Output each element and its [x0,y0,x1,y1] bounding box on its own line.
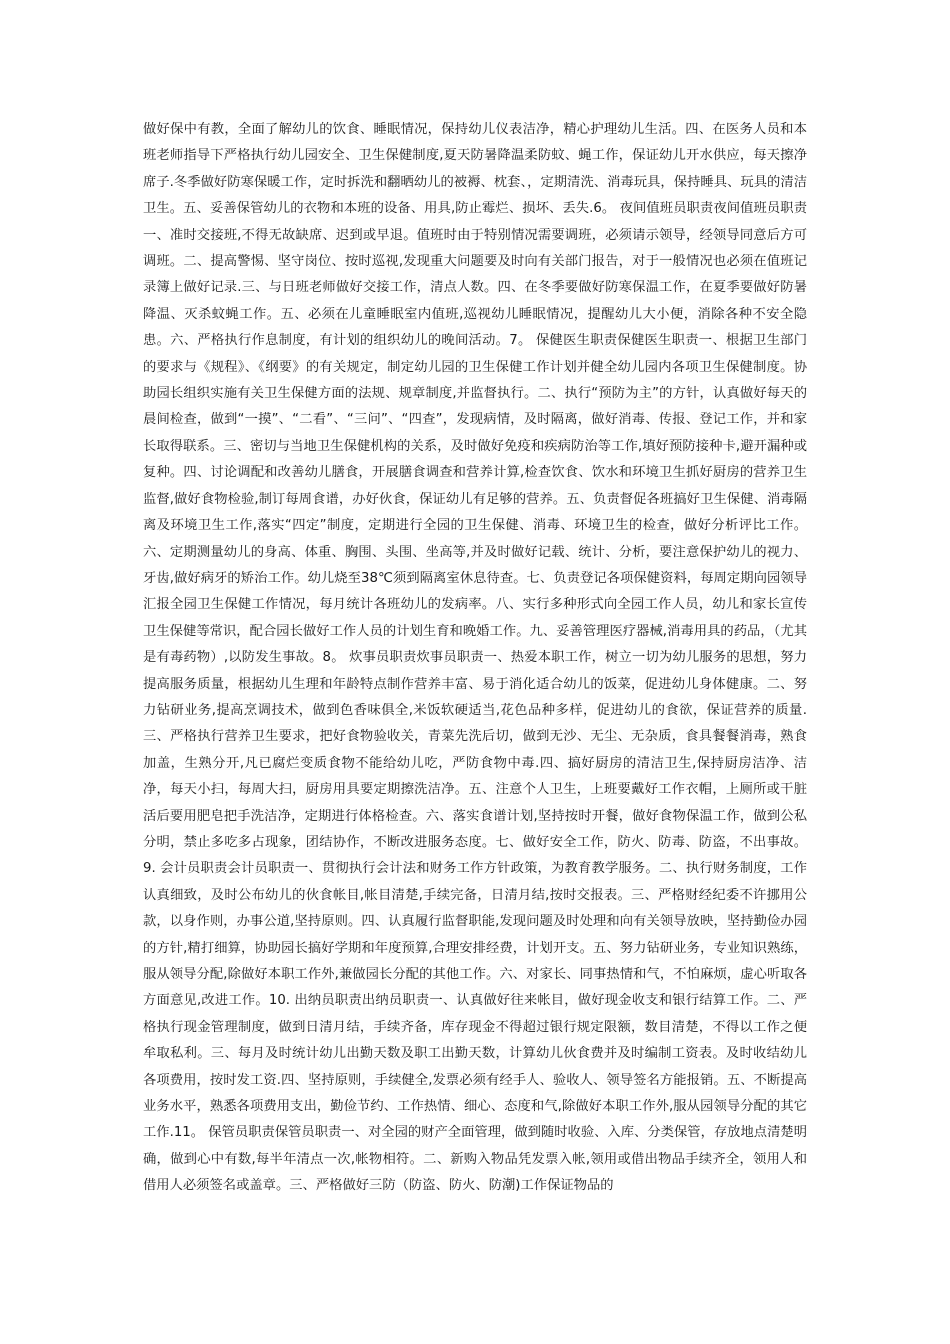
document-page [143,117,807,1200]
body-paragraph: 做好保中有教，全面了解幼儿的饮食、睡眠情况，保持幼儿仪表洁净，精心护理幼儿生活。四、在医务人员和本班老师指导下严格执行幼儿园安全、卫生保健制度,夏天防暑降温柔防蚊、蝇工作，保证幼儿开水供应，每天擦净席子.冬季做好防寒保暖工作，定时拆洗和翻晒幼儿的被褥、枕套、，定期清洗、消毒玩具，保持睡具、玩具的清洁卫生。五、妥善保管幼儿的衣物和本班的设备、用具,防止霉烂、损坏、丢失.6。 夜间值班员职责夜间值班员职责一、准时交接班,不得无故缺席、迟到或早退。值班时由于特别情况需要调班，必须请示领导，经领导同意后方可调班。二、提高警惕、坚守岗位、按时巡视,发现重大问题要及时向有关部门报告，对于一般情况也必须在值班记录簿上做好记录.三、与日班老师做好交接工作，清点人数。四、在冬季要做好防寒保温工作，在夏季要做好防暑降温、灭杀蚊蝇工作。五、必须在儿童睡眠室内值班,巡视幼儿睡眠情况，提醒幼儿大小便，消除各种不安全隐患。六、严格执行作息制度，有计划的组织幼儿的晚间活动。7。 保健医生职责保健医生职责一、根据卫生部门的要求与《规程》、《纲要》的有关规定，制定幼儿园的卫生保健工作计划并健全幼儿园内各项卫生保健制度。协助园长组织实施有关卫生保健方面的法规、规章制度,并监督执行。二、执行“预防为主”的方针，认真做好每天的晨间检查，做到“一摸”、“二看”、“三问”、“四查”，发现病情，及时隔离，做好消毒、传报、登记工作，并和家长取得联系。三、密切与当地卫生保健机构的关系，及时做好免疫和疾病防治等工作,填好预防接种卡,避开漏种或复种。四、讨论调配和改善幼儿膳食，开展膳食调查和营养计算,检查饮食、饮水和环境卫生抓好厨房的营养卫生监督,做好食物检验,制订每周食谱，办好伙食，保证幼儿有足够的营养。五、负责督促各班搞好卫生保健、消毒隔离及环境卫生工作,落实“四定”制度，定期进行全园的卫生保健、消毒、环境卫生的检查，做好分析评比工作。六、定期测量幼儿的身高、体重、胸围、头围、坐高等,并及时做好记载、统计、分析，要注意保护幼儿的视力、牙齿,做好病牙的矫治工作。幼儿烧至38℃须到隔离室休息待查。七、负责登记各项保健资料，每周定期向园领导汇报全园卫生保健工作情况，每月统计各班幼儿的发病率。八、实行多种形式向全园工作人员，幼儿和家长宣传卫生保健等常识，配合园长做好工作人员的计划生育和晚婚工作。九、妥善管理医疗器械,消毒用具的药品，（尤其是有毒药物）,以防发生事故。8。 炊事员职责炊事员职责一、热爱本职工作，树立一切为幼儿服务的思想，努力提高服务质量，根据幼儿生理和年龄特点制作营养丰富、易于消化适合幼儿的饭菜，促进幼儿身体健康。二、努力钻研业务,提高烹调技术，做到色香味俱全,米饭软硬适当,花色品种多样，促进幼儿的食欲，保证营养的质量.三、严格执行营养卫生要求，把好食物验收关，青菜先洗后切，做到无沙、无尘、无杂质，食具餐餐消毒，熟食加盖，生熟分开,凡已腐烂变质食物不能给幼儿吃，严防食物中毒.四、搞好厨房的清洁卫生,保持厨房洁净、洁净，每天小扫，每周大扫，厨房用具要定期擦洗洁净。五、注意个人卫生，上班要戴好工作衣帽，上厕所或干脏活后要用肥皂把手洗洁净，定期进行体格检查。六、落实食谱计划,坚持按时开餐，做好食物保温工作，做到公私分明，禁止多吃多占现象，团结协作，不断改进服务态度。七、做好安全工作，防火、防毒、防盗，不出事故。9. 会计员职责会计员职责一、贯彻执行会计法和财务工作方针政策，为教育教学服务。二、执行财务制度，工作认真细致，及时公布幼儿的伙食帐目,帐目清楚,手续完备，日清月结,按时交报表。三、严格财经纪委不许挪用公款，以身作则，办事公道,坚持原则。四、认真履行监督职能,发现问题及时处理和向有关领导放映，坚持勤俭办园的方针,精打细算，协助园长搞好学期和年度预算,合理安排经费，计划开支。五、努力钻研业务，专业知识熟练，服从领导分配,除做好本职工作外,兼做园长分配的其他工作。六、对家长、同事热情和气，不怕麻烦，虚心听取各方面意见,改进工作。10. 出纳员职责出纳员职责一、认真做好往来帐目，做好现金收支和银行结算工作。二、严格执行现金管理制度，做到日清月结，手续齐备，库存现金不得超过银行规定限额，数目清楚，不得以工作之便牟取私利。三、每月及时统计幼儿出勤天数及职工出勤天数，计算幼儿伙食费并及时编制工资表。及时收结幼儿各项费用，按时发工资.四、坚持原则，手续健全,发票必须有经手人、验收人、领导签名方能报销。五、不断提高业务水平，熟悉各项费用支出，勤俭节约、工作热情、细心、态度和气,除做好本职工作外,服从园领导分配的其它工作.11。 保管员职责保管员职责一、对全园的财产全面管理，做到随时收验、入库、分类保管，存放地点清楚明确，做到心中有数,每半年清点一次,帐物相符。二、新购入物品凭发票入帐,领用或借出物品手续齐全，领用人和借用人必须签名或盖章。三、严格做好三防（防盗、防火、防潮)工作保证物品的 [143,122,807,1194]
